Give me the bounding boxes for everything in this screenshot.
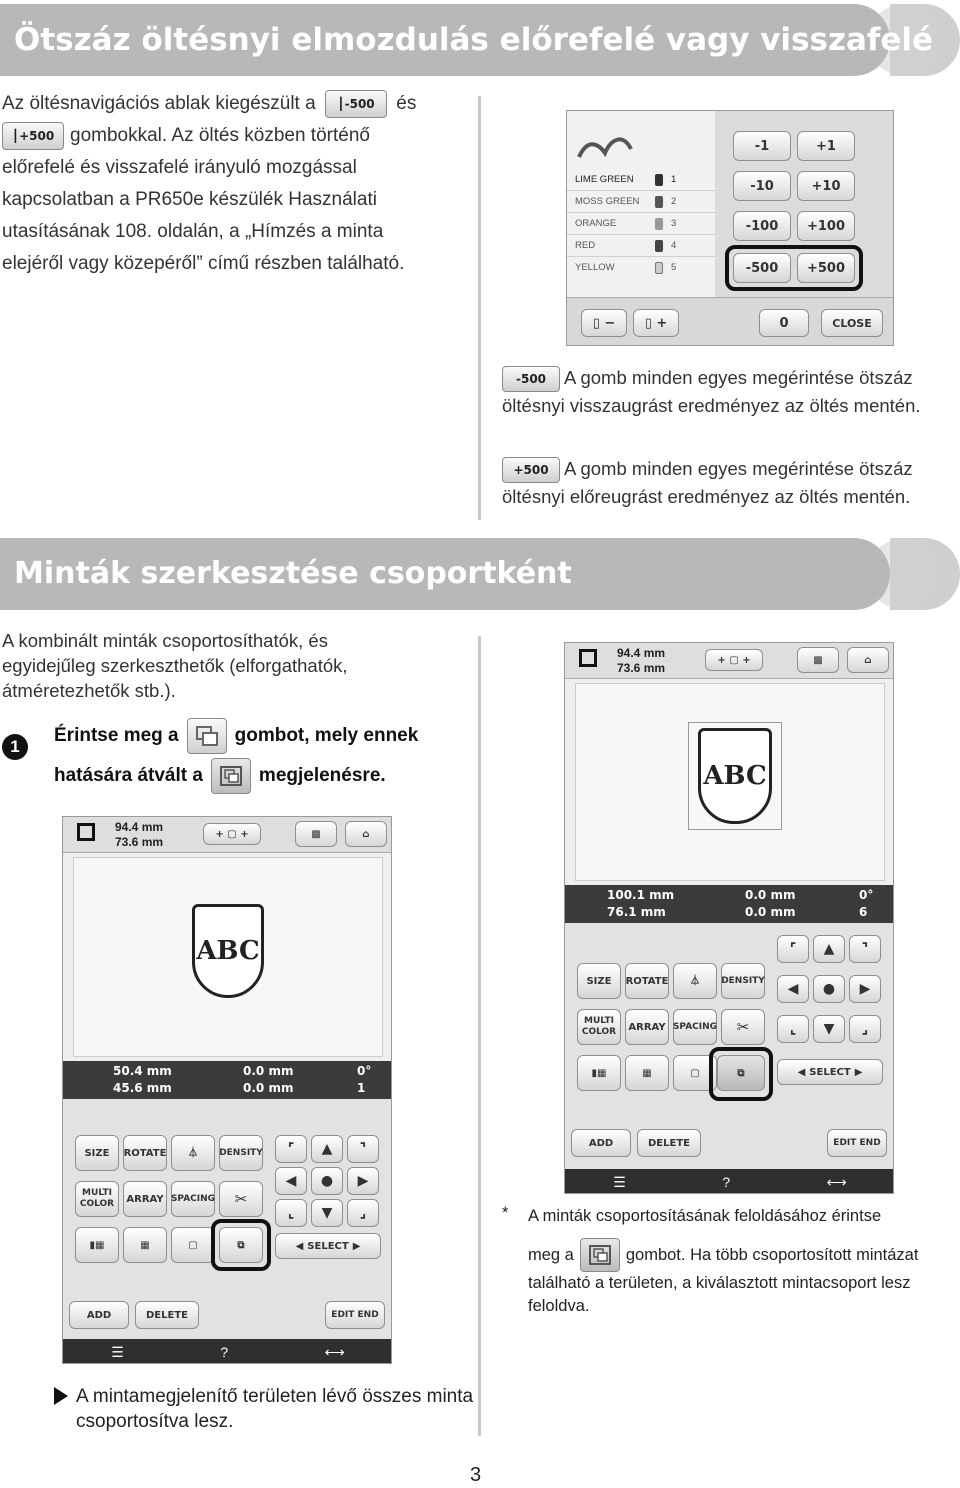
spool-icon bbox=[655, 240, 663, 252]
monogram-design: ABC bbox=[192, 904, 264, 998]
select-control[interactable]: ◀ SELECT ▶ bbox=[777, 1059, 883, 1085]
minus-1-button[interactable]: -1 bbox=[733, 131, 791, 161]
edit-screen-before bbox=[62, 816, 392, 1364]
border-button[interactable]: ▦ bbox=[123, 1227, 167, 1263]
edit-end-button[interactable]: EDIT END bbox=[325, 1301, 385, 1329]
stitch-icon[interactable]: ⟷ bbox=[324, 1343, 345, 1360]
frame-button[interactable]: ▩ bbox=[295, 821, 337, 847]
arrow-down-button[interactable]: ▼ bbox=[813, 1015, 845, 1043]
cut-button[interactable]: ✂ bbox=[721, 1009, 765, 1045]
help-icon[interactable]: ? bbox=[220, 1344, 229, 1360]
help-icon[interactable]: ? bbox=[722, 1174, 731, 1190]
frame-button[interactable]: ▩ bbox=[797, 647, 839, 673]
density-button[interactable]: DENSITY bbox=[219, 1135, 263, 1171]
edit-screen-after bbox=[564, 642, 894, 1194]
color-row: MOSS GREEN 2 bbox=[567, 191, 715, 213]
bottom-toolbar bbox=[63, 1339, 392, 1364]
mirror-button[interactable]: ⏃ bbox=[171, 1135, 215, 1171]
group-button[interactable]: ⧉ bbox=[219, 1227, 263, 1263]
section-banner-group bbox=[0, 538, 960, 610]
size-button[interactable]: SIZE bbox=[75, 1135, 119, 1171]
color-row: YELLOW 5 bbox=[575, 262, 677, 273]
design-thumbnail bbox=[575, 127, 635, 167]
add-pattern-icon: + ▢ + bbox=[705, 649, 763, 671]
size-icon bbox=[579, 649, 597, 667]
outline-button[interactable]: ▢ bbox=[673, 1055, 717, 1091]
spool-icon bbox=[655, 174, 663, 186]
color-list bbox=[567, 169, 715, 279]
plus-10-button[interactable]: +10 bbox=[797, 171, 855, 201]
design-area bbox=[575, 683, 885, 881]
stitch-navigation-screen bbox=[566, 110, 894, 346]
intro-paragraph: Az öltésnavigációs ablak kiegészült a ⎮-500 és ⎮+500 gombokkal. Az öltés közben történő előrefelé és visszafelé irányuló mozgással kapcsolatban a PR650e készülék Használati utasításának 108. oldalán, a „Hímzés a minta elejéről vagy közepéről” című részben található. bbox=[2, 88, 472, 280]
size-readout: 94.4 mm 73.6 mm + ▢ + ▩ ⌂ bbox=[63, 817, 392, 853]
density-button[interactable]: DENSITY bbox=[721, 963, 765, 999]
design-preview-icon bbox=[575, 127, 635, 167]
step-number: 1 bbox=[2, 734, 28, 760]
note-minus-500: -500 A gomb minden egyes megérintése ötszáz öltésnyi visszaugrást eredményez az öltés mentén. bbox=[502, 367, 921, 417]
arrow-left-button[interactable]: ◀ bbox=[777, 975, 809, 1003]
mirror-button[interactable]: ⏃ bbox=[673, 963, 717, 999]
color-sort-button[interactable]: ▮▦ bbox=[75, 1227, 119, 1263]
minus-100-button[interactable]: -100 bbox=[733, 211, 791, 241]
color-row: RED 4 bbox=[567, 235, 715, 257]
ungroup-icon bbox=[588, 1244, 612, 1266]
arrow-down-button[interactable]: ▼ bbox=[311, 1199, 343, 1227]
bottom-toolbar bbox=[565, 1169, 894, 1194]
add-button[interactable]: ADD bbox=[571, 1129, 631, 1157]
spacing-button[interactable]: SPACING bbox=[673, 1009, 717, 1045]
spool-icon bbox=[655, 196, 663, 208]
delete-button[interactable]: DELETE bbox=[135, 1301, 199, 1329]
multi-color-button[interactable]: MULTI COLOR bbox=[75, 1181, 119, 1217]
arrow-down-right-button[interactable]: ⌟ bbox=[849, 1015, 881, 1043]
stitch-icon[interactable]: ⟷ bbox=[826, 1173, 847, 1190]
array-button[interactable]: ARRAY bbox=[625, 1009, 669, 1045]
edit-end-button[interactable]: EDIT END bbox=[827, 1129, 887, 1157]
checklist-icon[interactable]: ☰ bbox=[613, 1173, 626, 1190]
checklist-icon[interactable]: ☰ bbox=[111, 1343, 124, 1360]
select-control[interactable]: ◀ SELECT ▶ bbox=[275, 1233, 381, 1259]
add-pattern-icon: + ▢ + bbox=[203, 823, 261, 845]
arrow-up-right-button[interactable]: ⌝ bbox=[849, 935, 881, 963]
delete-button[interactable]: DELETE bbox=[637, 1129, 701, 1157]
color-sort-button[interactable]: ▮▦ bbox=[577, 1055, 621, 1091]
spool-icon bbox=[655, 218, 663, 230]
design-area bbox=[73, 857, 383, 1057]
layout-readout: 100.1 mm 76.1 mm 0.0 mm 0.0 mm 0° 6 bbox=[565, 885, 894, 923]
arrow-right-button[interactable]: ▶ bbox=[849, 975, 881, 1003]
plus-500-icon: +500 bbox=[502, 457, 560, 483]
arrow-up-left-button[interactable]: ⌜ bbox=[777, 935, 809, 963]
thread-forward-button[interactable]: ▯ + bbox=[633, 309, 679, 337]
size-button[interactable]: SIZE bbox=[577, 963, 621, 999]
arrow-up-left-button[interactable]: ⌜ bbox=[275, 1135, 307, 1163]
arrow-up-button[interactable]: ▲ bbox=[311, 1135, 343, 1163]
spool-icon bbox=[655, 262, 663, 274]
ungroup-button-icon bbox=[580, 1238, 620, 1272]
center-button[interactable]: ● bbox=[311, 1167, 343, 1195]
highlight-frame bbox=[725, 245, 863, 291]
grouped-state-button bbox=[211, 758, 251, 794]
minus-500-icon: -500 bbox=[502, 366, 560, 392]
cut-button[interactable]: ✂ bbox=[219, 1181, 263, 1217]
size-icon bbox=[77, 823, 95, 841]
arrow-up-right-button[interactable]: ⌝ bbox=[347, 1135, 379, 1163]
layout-readout: 50.4 mm 45.6 mm 0.0 mm 0.0 mm 0° 1 bbox=[63, 1061, 392, 1099]
zero-button[interactable]: 0 bbox=[759, 309, 809, 337]
minus-500-button[interactable]: -500 bbox=[733, 253, 791, 283]
color-row: LIME GREEN 1 bbox=[567, 169, 715, 191]
plus-100-button[interactable]: +100 bbox=[797, 211, 855, 241]
thread-back-button[interactable]: ▯ − bbox=[581, 309, 627, 337]
page-number: 3 bbox=[470, 1464, 482, 1486]
plus-500-button: ⎮+500 bbox=[2, 122, 64, 150]
result-arrow-icon bbox=[54, 1387, 68, 1405]
step-result: A mintamegjelenítő területen lévő összes minta csoportosítva lesz. bbox=[54, 1384, 474, 1434]
note-plus-500: +500 A gomb minden egyes megérintése ötszáz öltésnyi előreugrást eredményez az öltés mentén. bbox=[502, 458, 913, 508]
arrow-down-left-button[interactable]: ⌞ bbox=[275, 1199, 307, 1227]
section-title: Minták szerkesztése csoportként bbox=[14, 556, 572, 591]
plus-500-button[interactable]: +500 bbox=[797, 253, 855, 283]
arrow-left-button[interactable]: ◀ bbox=[275, 1167, 307, 1195]
array-button[interactable]: ARRAY bbox=[123, 1181, 167, 1217]
column-divider bbox=[478, 96, 481, 520]
close-button[interactable]: CLOSE bbox=[821, 309, 883, 337]
minus-500-button: ⎮-500 bbox=[325, 90, 387, 118]
home-button[interactable]: ⌂ bbox=[345, 821, 387, 847]
arrow-up-button[interactable]: ▲ bbox=[813, 935, 845, 963]
multi-color-button[interactable]: MULTI COLOR bbox=[577, 1009, 621, 1045]
ungroup-icon bbox=[219, 765, 243, 787]
minus-10-button[interactable]: -10 bbox=[733, 171, 791, 201]
spacing-button[interactable]: SPACING bbox=[171, 1181, 215, 1217]
center-button[interactable]: ● bbox=[813, 975, 845, 1003]
arrow-down-right-button[interactable]: ⌟ bbox=[347, 1199, 379, 1227]
arrow-right-button[interactable]: ▶ bbox=[347, 1167, 379, 1195]
ungroup-button[interactable]: ⧉ bbox=[717, 1055, 765, 1091]
column-divider bbox=[478, 636, 481, 1436]
needle-icon: ⎮ bbox=[337, 96, 345, 111]
border-button[interactable]: ▦ bbox=[625, 1055, 669, 1091]
needle-icon: ⎮ bbox=[11, 128, 20, 143]
home-button[interactable]: ⌂ bbox=[847, 647, 889, 673]
rotate-button[interactable]: ROTATE bbox=[625, 963, 669, 999]
group-intro: A kombinált minták csoportosíthatók, és egyidejűleg szerkeszthetők (elforgathatók, átméretezhetők stb.). bbox=[2, 630, 348, 701]
plus-1-button[interactable]: +1 bbox=[797, 131, 855, 161]
section-title: Ötszáz öltésnyi elmozdulás előrefelé vagy visszafelé bbox=[14, 22, 934, 58]
highlight-frame bbox=[211, 1219, 271, 1271]
group-button bbox=[187, 718, 227, 754]
step-instruction: Érintse meg a gombot, mely ennek hatására átvált a megjelenésre. bbox=[54, 716, 474, 796]
arrow-down-left-button[interactable]: ⌞ bbox=[777, 1015, 809, 1043]
outline-button[interactable]: ▢ bbox=[171, 1227, 215, 1263]
rotate-button[interactable]: ROTATE bbox=[123, 1135, 167, 1171]
add-button[interactable]: ADD bbox=[69, 1301, 129, 1329]
size-readout: 94.4 mm 73.6 mm + ▢ + ▩ ⌂ bbox=[565, 643, 894, 679]
color-row: ORANGE 3 bbox=[567, 213, 715, 235]
highlight-frame bbox=[709, 1047, 773, 1101]
section-banner-stitch bbox=[0, 4, 960, 76]
monogram-design: ABC bbox=[698, 728, 772, 824]
group-icon bbox=[195, 725, 219, 747]
